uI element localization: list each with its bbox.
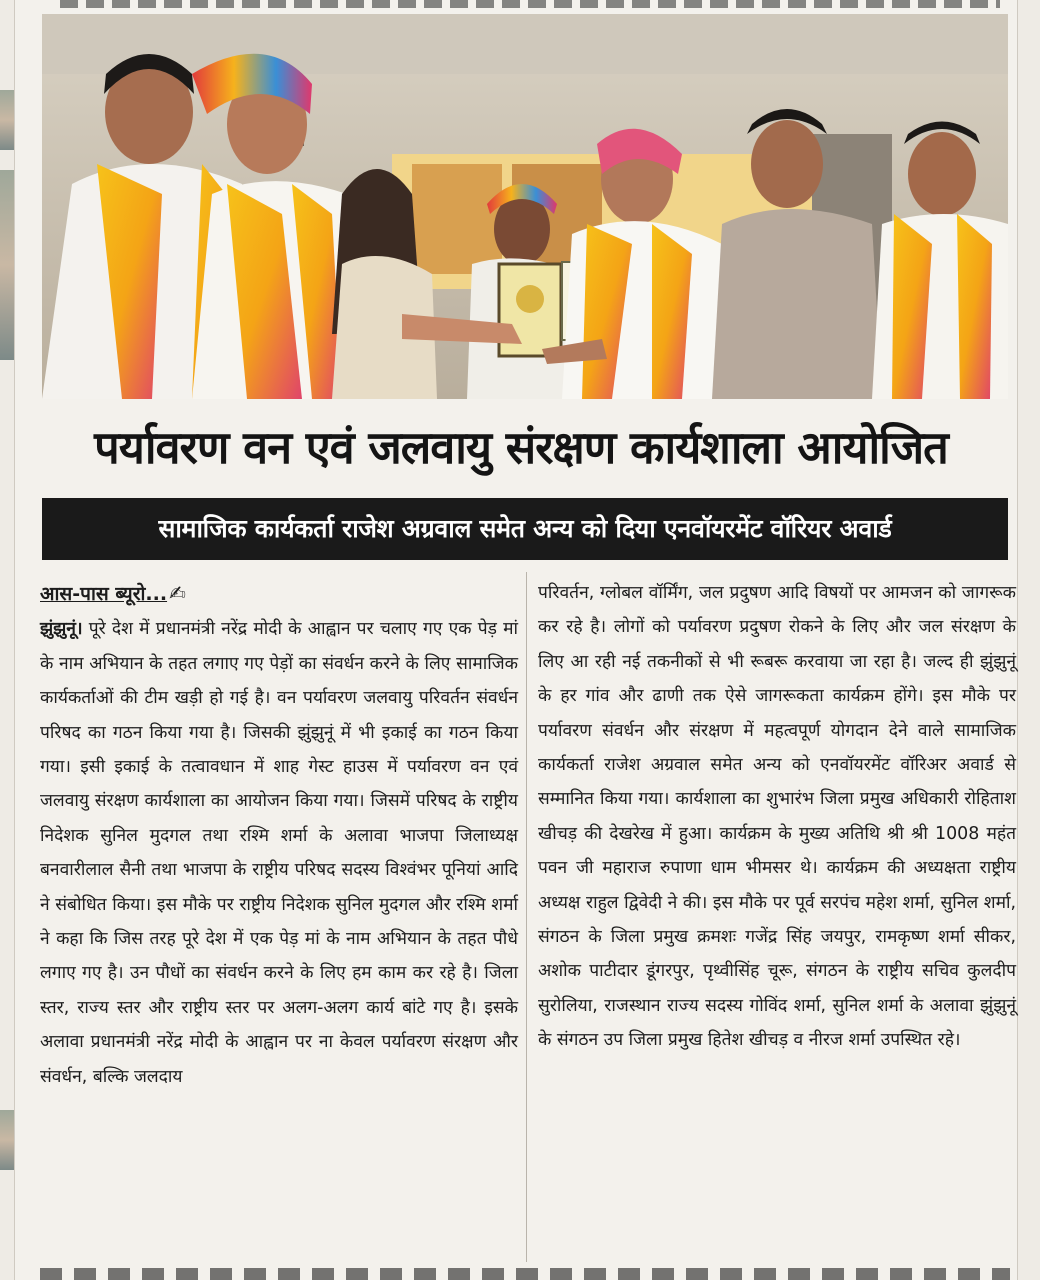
article-body-right: परिवर्तन, ग्लोबल वॉर्मिंग, जल प्रदुषण आदि विषयों पर आमजन को जागरूक कर रहे है। लोगों को पर्यावरण प्रदुषण रोकने के लिए और जल संरक्षण के लिए आ रही नई तकनीकों से भी रूबरू करवाया जा रहा है। जल्द ही झुंझुनूं के हर गांव और ढाणी तक ऐसे जागरूकता कार्यक्रम होंगे। इस मौके पर पर्यावरण संवर्धन और संरक्षण में महत्वपूर्ण योगदान देने वाले सामाजिक कार्यकर्ता राजेश अग्रवाल समेत अन्य को एनवॉयरमेंट वॉरिअर अवार्ड से सम्मानित किया गया। कार्यशाला का शुभारंभ जिला प्रमुख अधिकारी रोहिताश खीचड़ की देखरेख में हुआ। कार्यक्रम के मुख्य अतिथि श्री श्री 1008 महंत पवन जी महाराज रुपाणा धाम भीमसर थे। कार्यक्रम की अध्यक्षता राष्ट्रीय अध्यक्ष राहुल द्विवेदी ने की। इस मौके पर पूर्व सरपंच महेश शर्मा, सुनिल शर्मा, संगठन के जिला प्रमुख क्रमशः गजेंद्र सिंह जयपुर, रामकृष्ण शर्मा सीकर, अशोक पाटीदार डूंगरपुर, पृथ्वीसिंह चूरू, संगठन के राष्ट्रीय सचिव कुलदीप सुरोलिया, राजस्थान राज्य सदस्य गोविंद शर्मा, सुनिल शर्मा के अलावा झुंझुनूं के संगठन उप जिला प्रमुख हितेश खीचड़ व नीरज शर्मा उपस्थित रहे। [538,583,1016,1051]
subheadline: सामाजिक कार्यकर्ता राजेश अग्रवाल समेत अन्य को दिया एनवॉयरमेंट वॉरियर अवार्ड [42,498,1008,560]
adjacent-photo-fragment [0,170,14,360]
adjacent-column-left [0,0,15,1280]
article-body-left: पूरे देश में प्रधानमंत्री नरेंद्र मोदी के आह्वान पर चलाए गए एक पेड़ मां के नाम अभियान के तहत लगाए गए पेड़ों का संवर्धन करने के लिए सामाजिक कार्यकर्ताओं की टीम खड़ी हो गई है। वन पर्यावरण जलवायु परिवर्तन संवर्धन परिषद का गठन किया गया है। जिसकी झुंझुनूं में भी इकाई का गठन किया गया। इसी इकाई के तत्वावधान में शाह गेस्ट हाउस में पर्यावरण वन एवं जलवायु संरक्षण कार्यशाला का आयोजन किया गया। जिसमें परिषद के राष्ट्रीय निदेशक सुनिल मुदगल तथा रश्मि शर्मा के अलावा भाजपा जिलाध्यक्ष बनवारीलाल सैनी तथा भाजपा के राष्ट्रीय परिषद सदस्य विश्वंभर पूनियां आदि ने संबोधित किया। इस मौके पर राष्ट्रीय निदेशक सुनिल मुदगल और रश्मि शर्मा ने कहा कि जिस तरह पूरे देश में एक पेड़ मां के नाम अभियान के तहत पौधे लगाए गए है। उन पौधों का संवर्धन करने के लिए हम काम कर रहे है। जिला स्तर, राज्य स्तर और राष्ट्रीय स्तर पर अलग-अलग कार्य बांटे गए है। इसके अलावा प्रधानमंत्री नरेंद्र मोदी के आह्वान पर ना केवल पर्यावरण संरक्षण और संवर्धन, बल्कि जलदाय [40,619,518,1087]
column-divider [526,572,527,1262]
event-photo [42,14,1008,399]
adjacent-column-right [1017,0,1040,1280]
next-article-edge [40,1268,1010,1280]
previous-article-edge [60,0,1000,8]
byline: आस-पास ब्यूरो... [40,583,168,605]
adjacent-photo-fragment [0,1110,14,1170]
dateline: झुंझुनूं। [40,619,83,640]
article-column-left [40,576,518,1094]
headline: पर्यावरण वन एवं जलवायु संरक्षण कार्यशाला आयोजित [94,421,948,474]
article-column-right [538,576,1016,1058]
pen-icon: ✍ [169,581,186,605]
adjacent-photo-fragment [0,90,14,150]
